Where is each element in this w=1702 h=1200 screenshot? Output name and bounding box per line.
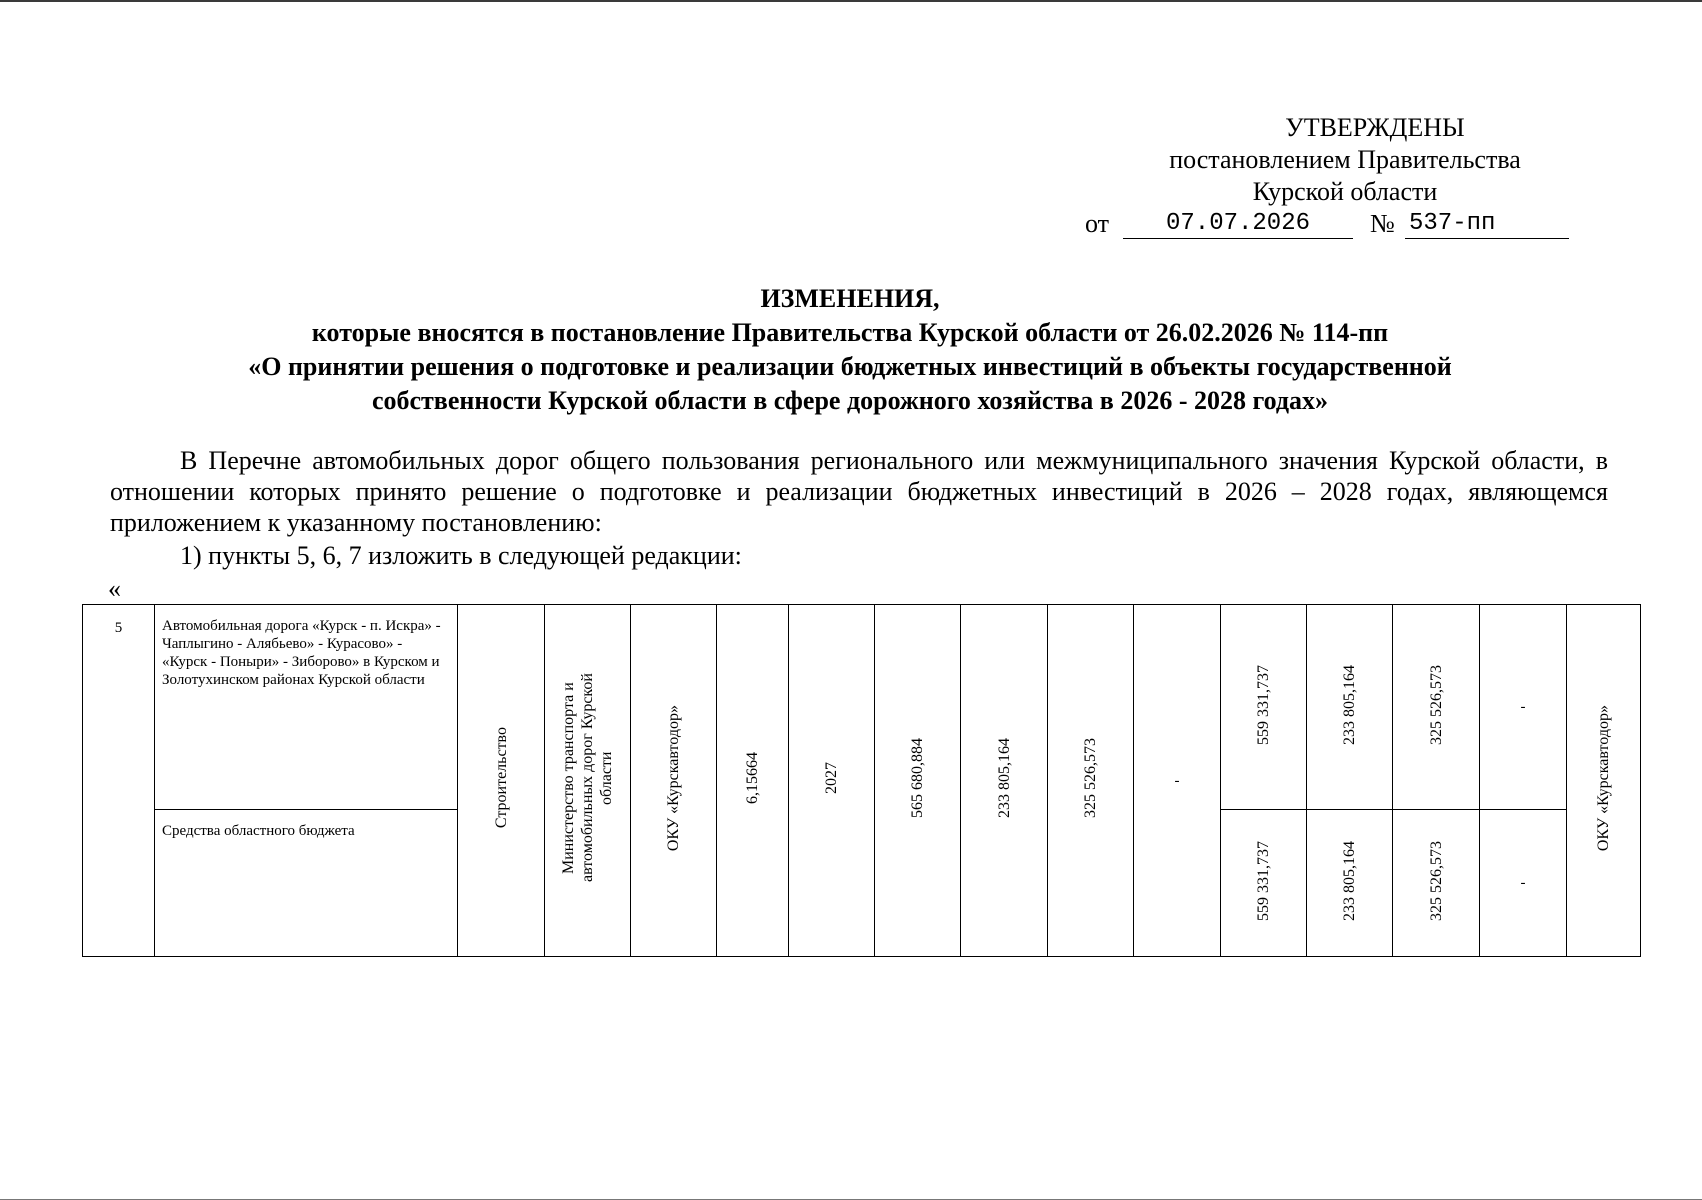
row-number: 5 [83,605,155,957]
title-line-2: которые вносятся в постановление Правительства Курской области от 26.02.2026 № 114-пп [311,318,1389,347]
customer-cell [631,605,717,957]
y2027-cell [1393,810,1480,957]
cost-2027-cell [1048,605,1134,957]
approval-stamp [1085,112,1605,242]
document-title [80,282,1620,418]
total-cost: 565 680,884 [909,738,926,818]
cost-2026: 233 805,164 [995,738,1013,818]
approval-heading: УТВЕРЖДЕНЫ [1285,113,1465,142]
y2028-cell [1480,810,1567,957]
ministry: Министерство транспорта и автомобильных дорог Курской области [560,673,615,883]
value-2027: 325 526,573 [1427,664,1445,745]
roads-table [82,604,1641,957]
table-row [83,605,1641,810]
ministry-cell [545,605,631,957]
value-2027: 325 526,573 [1427,840,1445,921]
work-type: Строительство [492,727,510,829]
cost-2028: - [1174,772,1180,789]
approval-date-line [1085,208,1605,242]
year: 2027 [823,762,840,794]
developer: ОКУ «Курскавтодор» [1595,704,1612,852]
object-name: Автомобильная дорога «Курск - п. Искра» - Чаплыгино - Алябьево» - Курасово» - «Курск - Поныри» - Зиборово» в Курском и Золотухинском районах Курской области [155,605,458,810]
scan-top-edge [0,0,1702,2]
approval-line-2: постановлением Правительства [1169,145,1521,174]
work-type-cell [458,605,545,957]
length-cell [717,605,789,957]
investments-value: 559 331,737 [1255,664,1272,745]
investments-value: 559 331,737 [1255,840,1272,921]
funding-source: Средства областного бюджета [155,810,458,957]
value-2026: 233 805,164 [1341,664,1358,745]
investments-cell [1221,605,1307,810]
body-paragraph: В Перечне автомобильных дорог общего пользования регионального или межмуниципального значения Курской области, в отношении которых принято решение о подготовке и реализации бюджетных инвестиций в 2026 – 2028 годах, являющемся приложением к указанному постановлению: [110,446,1608,537]
y2028-cell [1480,605,1567,810]
approval-line-3: Курской области [1252,177,1438,206]
resolution-date: 07.07.2026 [1123,208,1353,239]
item-1: 1) пункты 5, 6, 7 изложить в следующей редакции: [180,541,742,570]
value-2028: - [1520,699,1526,715]
year-cell [789,605,875,957]
cost-2027: 325 526,573 [1082,738,1099,818]
developer-cell [1567,605,1641,957]
y2026-cell [1307,605,1393,810]
y2027-cell [1393,605,1480,810]
investments-cell [1221,810,1307,957]
total-cost-cell [875,605,961,957]
cost-2028-cell [1134,605,1221,957]
value-2028: - [1520,875,1526,891]
date-prefix-label: от [1085,209,1110,238]
title-line-1: ИЗМЕНЕНИЯ, [760,284,940,313]
y2026-cell [1307,810,1393,957]
number-sign: № [1370,209,1395,238]
customer: ОКУ «Курскавтодор» [665,704,682,852]
value-2026: 233 805,164 [1341,840,1358,921]
cost-2026-cell [961,605,1048,957]
resolution-number: 537-пп [1405,208,1569,239]
title-line-3: «О принятии решения о подготовке и реализации бюджетных инвестиций в объекты государственной [248,352,1452,381]
opening-quote: « [108,574,121,603]
length: 6,15664 [744,752,761,804]
title-line-4: собственности Курской области в сфере дорожного хозяйства в 2026 - 2028 годах» [371,386,1329,415]
